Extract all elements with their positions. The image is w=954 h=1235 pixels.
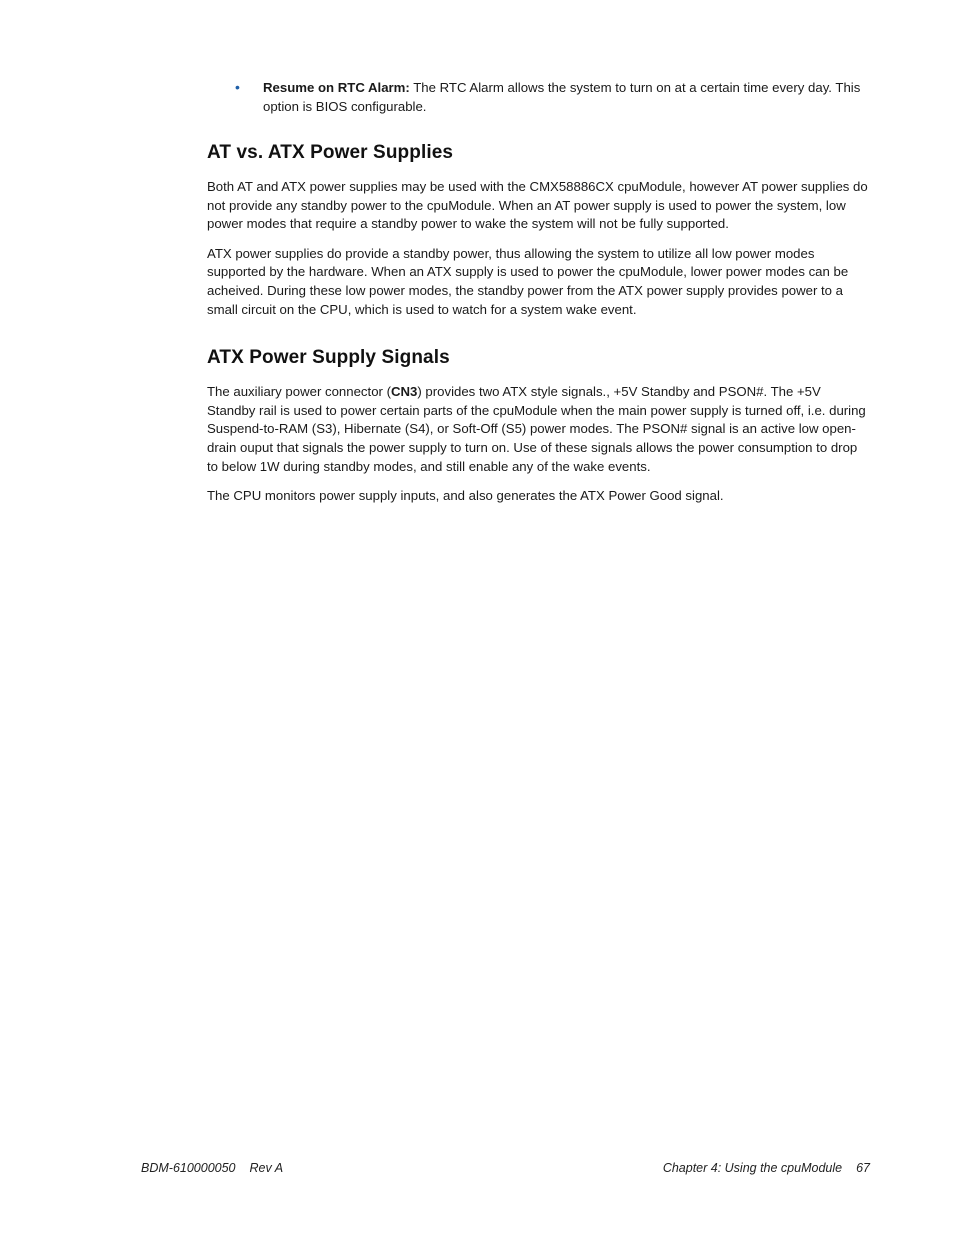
bullet-text: The RTC Alarm allows the system to turn on at a certain time every day. This option is BIOS configurable. — [263, 80, 861, 114]
footer-chapter: Chapter 4: Using the cpuModule — [662, 1161, 843, 1175]
page-content — [207, 78, 869, 517]
footer-page-number: 67 — [856, 1161, 870, 1175]
footer-left — [141, 1161, 283, 1175]
paragraph-text-rest: ) provides two ATX style signals., +5V Standby and PSON#. The +5V Standby rail is used to power certain parts of the cpuModule when the main power supply is turned off, i.e. during Suspend-to-RAM (S3), Hibernate (S4), or Soft-Off (S5) power modes. The PSON# signal is an active low open-drain ouput that signals the power supply to turn on. Use of these signals allows the power consumption to drop to below 1W during standby modes, and still enable any of the wake events. — [207, 384, 866, 474]
section-heading-atx-signals: ATX Power Supply Signals — [207, 347, 450, 369]
paragraph-atx-signals-1 — [207, 383, 869, 476]
footer-doc-id: BDM-610000050 — [141, 1161, 236, 1175]
footer-right — [663, 1161, 870, 1175]
bullet-lead: Resume on RTC Alarm: — [263, 80, 410, 95]
footer-revision: Rev A — [249, 1161, 284, 1175]
connector-label: CN3 — [390, 384, 418, 400]
paragraph-text-start: The auxiliary power connector ( — [207, 384, 391, 400]
paragraph-at-atx-2: ATX power supplies do provide a standby power, thus allowing the system to utilize all low power modes supported by the hardware. When an ATX supply is used to power the cpuModule, lower power modes can be acheived. During these low power modes, the standby power from the ATX power supply provides power to a small circuit on the CPU, which is used to watch for a system wake event. — [207, 245, 849, 317]
paragraph-atx-signals-2: The CPU monitors power supply inputs, and also generates the ATX Power Good signal. — [207, 488, 724, 504]
paragraph-at-atx-1: Both AT and ATX power supplies may be used with the CMX58886CX cpuModule, however AT power supplies do not provide any standby power to the cpuModule. When an AT power supply is used to power the system, low power modes that require a standby power to wake the system will not be fully supported. — [207, 179, 868, 232]
section-heading-at-vs-atx: AT vs. ATX Power Supplies — [207, 142, 454, 163]
bullet-icon: • — [235, 79, 240, 95]
bullet-item-rtc-alarm — [207, 78, 869, 116]
